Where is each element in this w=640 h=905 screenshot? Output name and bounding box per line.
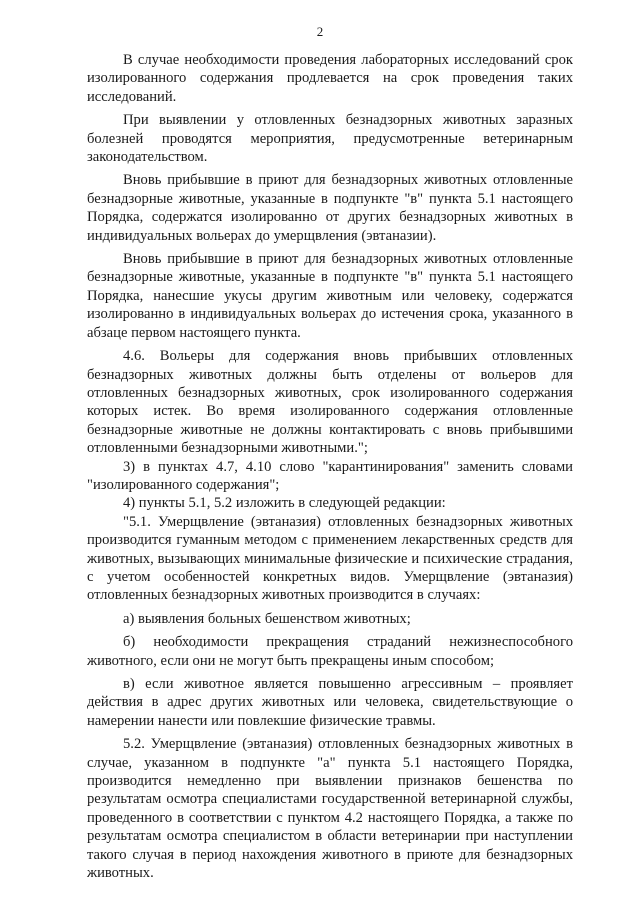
page-number: 2 [316, 24, 324, 39]
paragraph-new-arrivals-isolation: Вновь прибывшие в приют для безнадзорных животных отловленные безнадзорные животные, указанные в подпункте "в" пункта 5.1 настоящего Порядка, содержатся изолированно от других безнадзорных животных в индивидуальных вольерах до умерщвления (эвтаназии). [87, 172, 573, 244]
paragraph-new-arrivals-bites: Вновь прибывшие в приют для безнадзорных животных отловленные безнадзорные животные, указанные в подпункте "в" пункта 5.1 настоящего Порядка, нанесшие укусы другим животным или человеку, содержатся изолированно в индивидуальных вольерах до истечения срока, указанного в абзаце первом настоящего пункта. [87, 251, 573, 341]
paragraph-5-1-euthanasia: "5.1. Умерщвление (эвтаназия) отловленных безнадзорных животных производится гуманным методом с применением лекарственных средств для животных, вызывающих минимальные физические и психические страдания, с учетом особенностей конкретных видов. Умерщвление (эвтаназия) отловленных безнадзорных животных производится в случаях: [87, 513, 573, 604]
paragraph-amendment-4: 4) пункты 5.1, 5.2 изложить в следующей редакции: [123, 495, 446, 512]
paragraph-5-2-euthanasia: 5.2. Умерщвление (эвтаназия) отловленных безнадзорных животных в случае, указанном в подпункте "а" пункта 5.1 настоящего Порядка, производится немедленно при выявлении признаков бешенства по результатам осмотра специалистами государственной ветеринарной службы, проведенного в соответствии с пунктом 4.2 настоящего Порядка, а также по результатам осмотра специалистом в области ветеринарии при наступлении такого случая в период нахождения животного в приюте для безнадзорных животных. [87, 736, 573, 882]
list-item-a: а) выявления больных бешенством животных; [123, 610, 411, 627]
paragraph-amendment-3: 3) в пунктах 4.7, 4.10 слово "карантинирования" заменить словами "изолированного содержания"; [87, 458, 573, 493]
list-item-c: в) если животное является повышенно агрессивным – проявляет действия в адрес других животных или человека, свидетельствующие о намерении нанести или повлекшие физические травмы. [87, 676, 573, 729]
paragraph-lab-research: В случае необходимости проведения лабораторных исследований срок изолированного содержания продлевается на срок проведения таких исследований. [87, 52, 573, 105]
paragraph-4-6-enclosures: 4.6. Вольеры для содержания вновь прибывших отловленных безнадзорных животных должны быть отделены от вольеров для отловленных безнадзорных животных, срок изолированного содержания которых истек. Во время изолированного содержания отловленные безнадзорные животные не должны контактировать с вновь прибывшими отловленными безнадзорными животными."; [87, 348, 573, 457]
document-body [87, 51, 573, 882]
paragraph-contagious-diseases: При выявлении у отловленных безнадзорных животных заразных болезней проводятся мероприятия, предусмотренные ветеринарным законодательством. [87, 112, 573, 166]
list-item-b: б) необходимости прекращения страданий нежизнеспособного животного, если они не могут быть прекращены иным способом; [87, 634, 573, 669]
